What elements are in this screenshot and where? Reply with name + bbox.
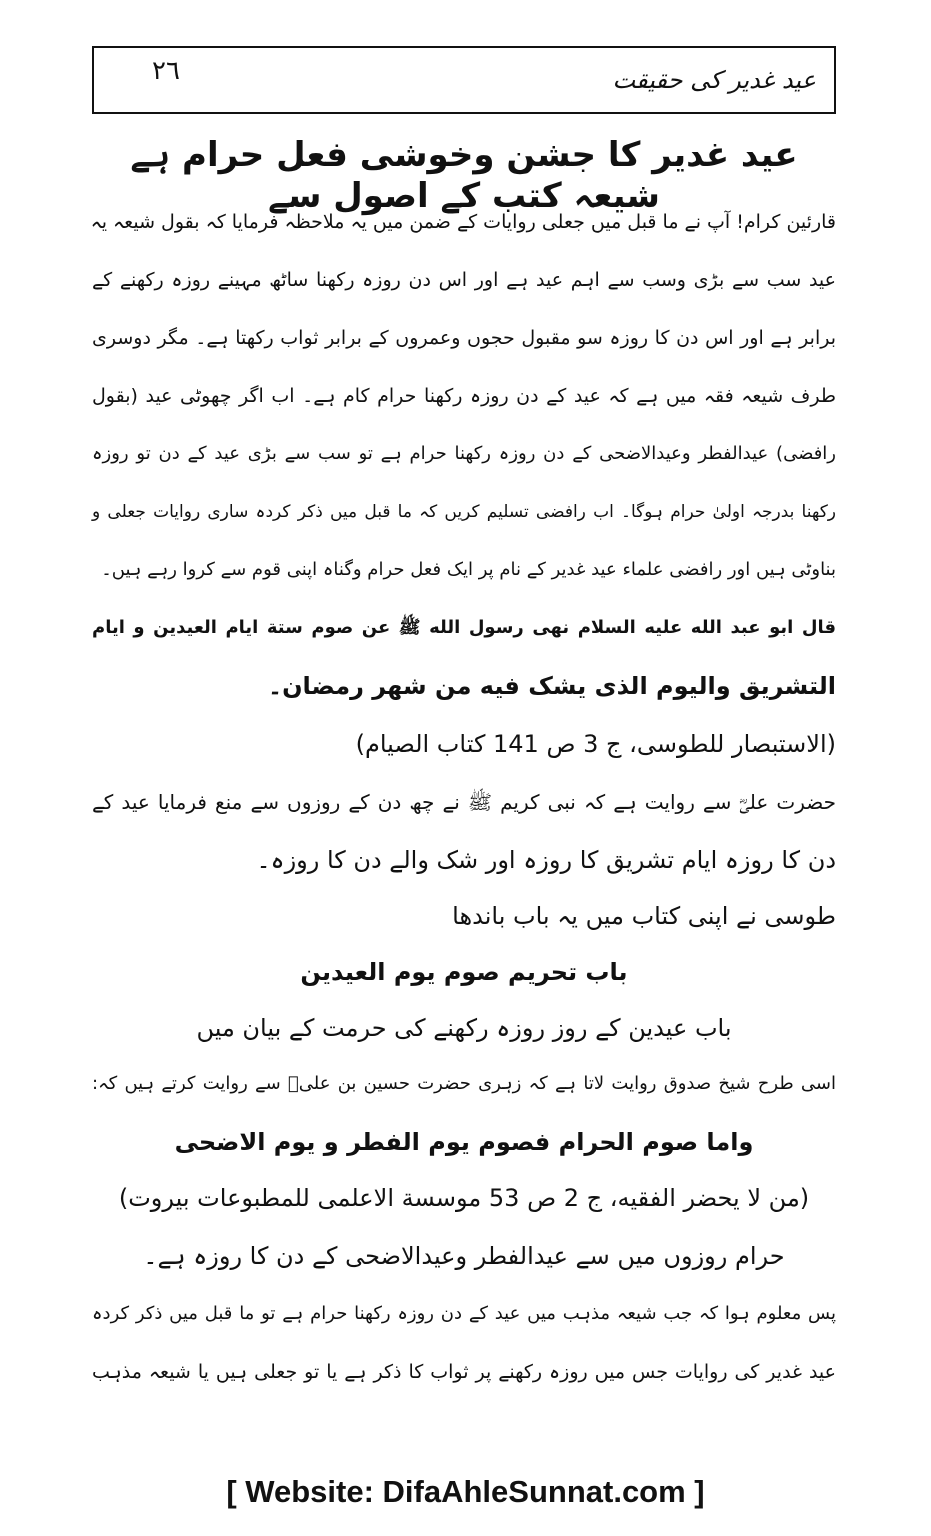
section-heading: عید غدیر کا جشن وخوشی فعل حرام ہے شیعہ کتب کے اصول سے [130, 135, 798, 216]
chapter-title-arabic: باب تحریم صوم یوم العیدین [300, 958, 628, 986]
paragraph-line: بناوٹی ہیں اور رافضی علماء عید غدیر کے نام پر ایک فعل حرام وگناہ اپنی قوم سے کروا رہے ہیں۔ [101, 559, 836, 580]
reference-citation: (الاستبصار للطوسی، ج 3 ص 141 کتاب الصیام) [355, 730, 836, 758]
paragraph-line: برابر ہے اور اس دن کا روزہ سو مقبول حجوں وعمروں کے برابر ثواب رکھتا ہے۔ مگر دوسری [92, 327, 836, 349]
paragraph-line: پس معلوم ہوا کہ جب شیعہ مذہب میں عید کے دن روزہ رکھنا حرام ہے تو ما قبل میں ذکر کردہ [92, 1303, 836, 1324]
arabic-hadith-line: التشریق والیوم الذی یشک فیه من شهر رمضان۔ [268, 672, 836, 700]
arabic-hadith-line: قال ابو عبد الله علیه السلام نهی رسول الله ﷺ عن صوم ستة ایام العیدین و ایام [92, 617, 836, 638]
paragraph-line: حضرت علیؓ سے روایت ہے کہ نبی کریم ﷺ نے چھ دن کے روزوں سے منع فرمایا عید کے [92, 790, 836, 814]
website-footer: [ Website: DifaAhleSunnat.com ] [226, 1474, 705, 1509]
running-title: عید غدیر کی حقیقت [612, 66, 816, 94]
arabic-hadith-line: واما صوم الحرام فصوم یوم الفطر و یوم الاضحی [174, 1128, 754, 1156]
chapter-title-urdu: باب عیدین کے روز روزہ رکھنے کی حرمت کے بیان میں [196, 1014, 732, 1042]
reference-citation: (من لا یحضر الفقیه، ج 2 ص 53 موسسة الاعلمی للمطبوعات بیروت) [118, 1184, 810, 1212]
paragraph-line: رکھنا بدرجہ اولیٰ حرام ہوگا۔ اب رافضی تسلیم کریں کہ ما قبل میں ذکر کردہ ساری روایات جعلی و [92, 502, 836, 522]
paragraph-line: اسی طرح شیخ صدوق روایت لاتا ہے کہ زہری حضرت حسین بن علیؓ سے روایت کرتے ہیں کہ: [92, 1073, 836, 1094]
paragraph-line: طرف شیعہ فقہ میں ہے کہ عید کے دن روزہ رکھنا حرام کام ہے۔ اب اگر چھوٹی عید (بقول [92, 385, 836, 407]
paragraph-line: عید سب سے بڑی وسب سے اہم عید ہے اور اس دن روزہ رکھنا ساٹھ مہینے روزہ رکھنے کے [92, 269, 836, 291]
paragraph-line: رافضی) عیدالفطر وعیدالاضحی کے دن روزہ رکھنا حرام ہے تو سب سے بڑی عید کے دن تو روزہ [92, 443, 836, 464]
paragraph-line: حرام روزوں میں سے عیدالفطر وعیدالاضحی کے دن کا روزہ ہے۔ [143, 1242, 785, 1270]
paragraph-line: عید غدیر کی روایات جس میں روزہ رکھنے پر ثواب کا ذکر ہے یا تو جعلی ہیں یا شیعہ مذہب [92, 1361, 836, 1383]
paragraph-line: طوسی نے اپنی کتاب میں یہ باب باندھا [452, 902, 836, 930]
paragraph-line: دن کا روزہ ایام تشریق کا روزہ اور شک والے دن کا روزہ۔ [256, 846, 836, 874]
page-header-box [92, 46, 836, 114]
paragraph-line: قارئین کرام! آپ نے ما قبل میں جعلی روایات کے ضمن میں یہ ملاحظہ فرمایا کہ بقول شیعہ یہ [90, 211, 836, 233]
page-number: ٢٦ [152, 56, 180, 86]
